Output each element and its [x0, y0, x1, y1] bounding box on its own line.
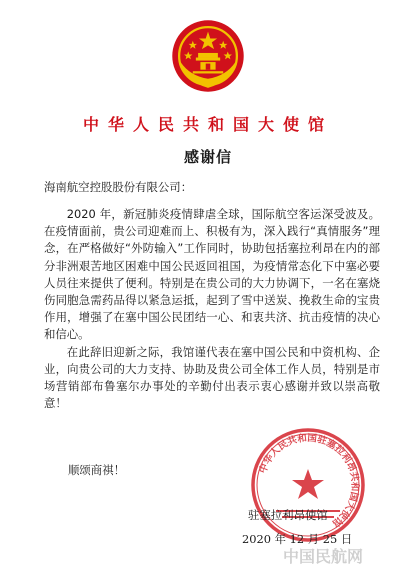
salutation: 海南航空控股股份有限公司： — [44, 180, 193, 194]
seal-text: 中华人民共和国驻塞拉利昂共和国大使馆 — [257, 432, 361, 529]
paragraph-1: 2020 年，新冠肺炎疫情肆虐全球，国际航空客运深受波及。在疫情面前，贵公司迎难而上、积极有为，深入践行“真情服务”理念，在严格做好“外防输入”工作同时，协助包括塞拉利昂在内的部分非洲艰苦地区困难中国公民返回祖国，为疫情常态化下中塞必要人员往来提供了便利。特别是在贵公司的大力协调下，一名在塞烧伤同胞急需药品得以紧急运抵，起到了雪中送炭、挽救生命的宝贵作用，增强了在塞中国公民团结一心、和衷共济、抗击疫情的决心和信心。 — [44, 207, 380, 342]
paragraph-2: 在此辞旧迎新之际，我馆谨代表在塞中国公民和中资机构、企业，向贵公司的大力支持、协助及贵公司全体工作人员，特别是市场营销部布鲁塞尔办事处的辛勤付出表示衷心感谢并致以崇高敬意！ — [44, 344, 380, 411]
document-title: 感谢信 — [183, 148, 232, 166]
national-emblem-icon — [170, 18, 246, 94]
signature: 驻塞拉利昂使馆 — [248, 508, 328, 522]
closing-phrase: 顺颂商祺！ — [68, 463, 125, 477]
embassy-name: 中华人民共和国大使馆 — [82, 115, 333, 134]
letter-body — [44, 206, 380, 412]
official-seal-icon — [248, 425, 368, 545]
letter-date: 2020 年 12 月 25 日 — [242, 532, 353, 546]
watermark: 中国民航网 — [283, 547, 364, 566]
